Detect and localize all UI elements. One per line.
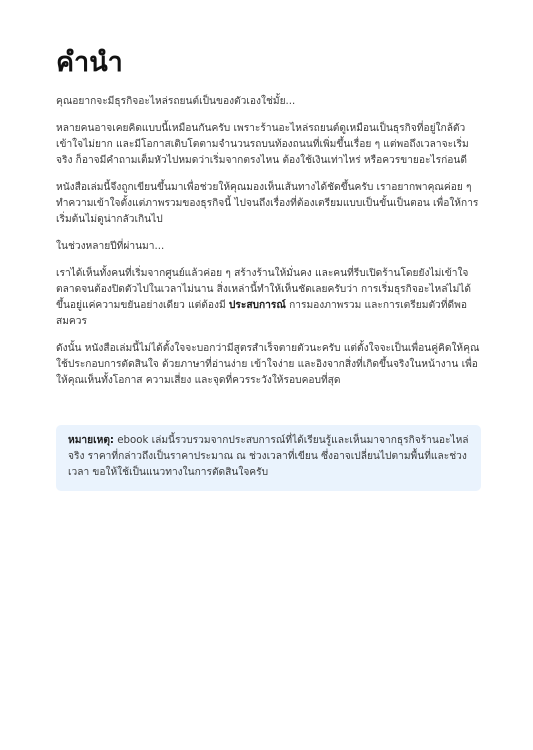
page-title: คำนำ	[56, 47, 123, 78]
paragraph-conclusion: ดังนั้น หนังสือเล่มนี้ไม่ได้ตั้งใจจะบอกว่ามีสูตรสำเร็จตายตัวนะครับ แต่ตั้งใจจะเป็นเพื่อนคู่คิดให้คุณใช้ประกอบการตัดสินใจ ด้วยภาษาที่อ่านง่าย เข้าใจง่าย และอิงจากสิ่งที่เกิดขึ้นจริงในหน้างาน เพื่อให้คุณเห็นทั้งโอกาส ความเสี่ยง และจุดที่ควรระวังให้รอบคอบที่สุด	[56, 343, 480, 386]
note-box	[56, 425, 481, 491]
note-text: ebook เล่มนี้รวบรวมจากประสบการณ์ที่ได้เรียนรู้และเห็นมาจากธุรกิจร้านอะไหล่จริง ราคาที่กล่าวถึงเป็นราคาประมาณ ณ ช่วงเวลาที่เขียน ซึ่งอาจเปลี่ยนไปตามพื้นที่และช่วงเวลา ขอให้ใช้เป็นแนวทางในการตัดสินใจครับ	[68, 435, 469, 478]
note-label: หมายเหตุ:	[68, 435, 115, 446]
emphasis-experience: ประสบการณ์	[228, 300, 286, 311]
paragraph-past-years: ในช่วงหลายปีที่ผ่านมา...	[56, 241, 165, 252]
paragraph-common-thought: หลายคนอาจเคยคิดแบบนี้เหมือนกันครับ เพราะร้านอะไหล่รถยนต์ดูเหมือนเป็นธุรกิจที่อยู่ใกล้ตัว เข้าใจไม่ยาก และมีโอกาสเติบโตตามจำนวนรถบนท้องถนนที่เพิ่มขึ้นเรื่อย ๆ แต่พอถึงเวลาจะเริ่มจริง ก็อาจมีคำถามเต็มหัวไปหมดว่าเริ่มจากตรงไหน ต้องใช้เงินเท่าไหร่ หรือควรขายอะไรก่อนดี	[56, 123, 469, 166]
paragraph-experience-text-end: การมองภาพรวม และการเตรียมตัวที่ดีพอสมควร	[56, 300, 467, 327]
paragraph-experience	[56, 266, 481, 330]
paragraph-experience-text-start: เราได้เห็นทั้งคนที่เริ่มจากศูนย์แล้วค่อย ๆ สร้างร้านให้มั่นคง และคนที่รีบเปิดร้านโดยยังไม่เข้าใจตลาดจนต้องปิดตัวไปในเวลาไม่นาน สิ่งเหล่านี้ทำให้เห็นชัดเลยครับว่า การเริ่มธุรกิจอะไหล่ไม่ได้ขึ้นอยู่แค่ความขยันอย่างเดียว แต่ต้องมี	[56, 268, 472, 311]
paragraph-intro-question: คุณอยากจะมีธุรกิจอะไหล่รถยนต์เป็นของตัวเองใช่มั้ย...	[56, 96, 296, 107]
paragraph-book-purpose: หนังสือเล่มนี้จึงถูกเขียนขึ้นมาเพื่อช่วยให้คุณมองเห็นเส้นทางได้ชัดขึ้นครับ เราอยากพาคุณค่อย ๆ ทำความเข้าใจตั้งแต่ภาพรวมของธุรกิจนี้ ไปจนถึงเรื่องที่ต้องเตรียมแบบเป็นขั้นเป็นตอน เพื่อให้การเริ่มต้นไม่ดูน่ากลัวเกินไป	[56, 182, 479, 225]
